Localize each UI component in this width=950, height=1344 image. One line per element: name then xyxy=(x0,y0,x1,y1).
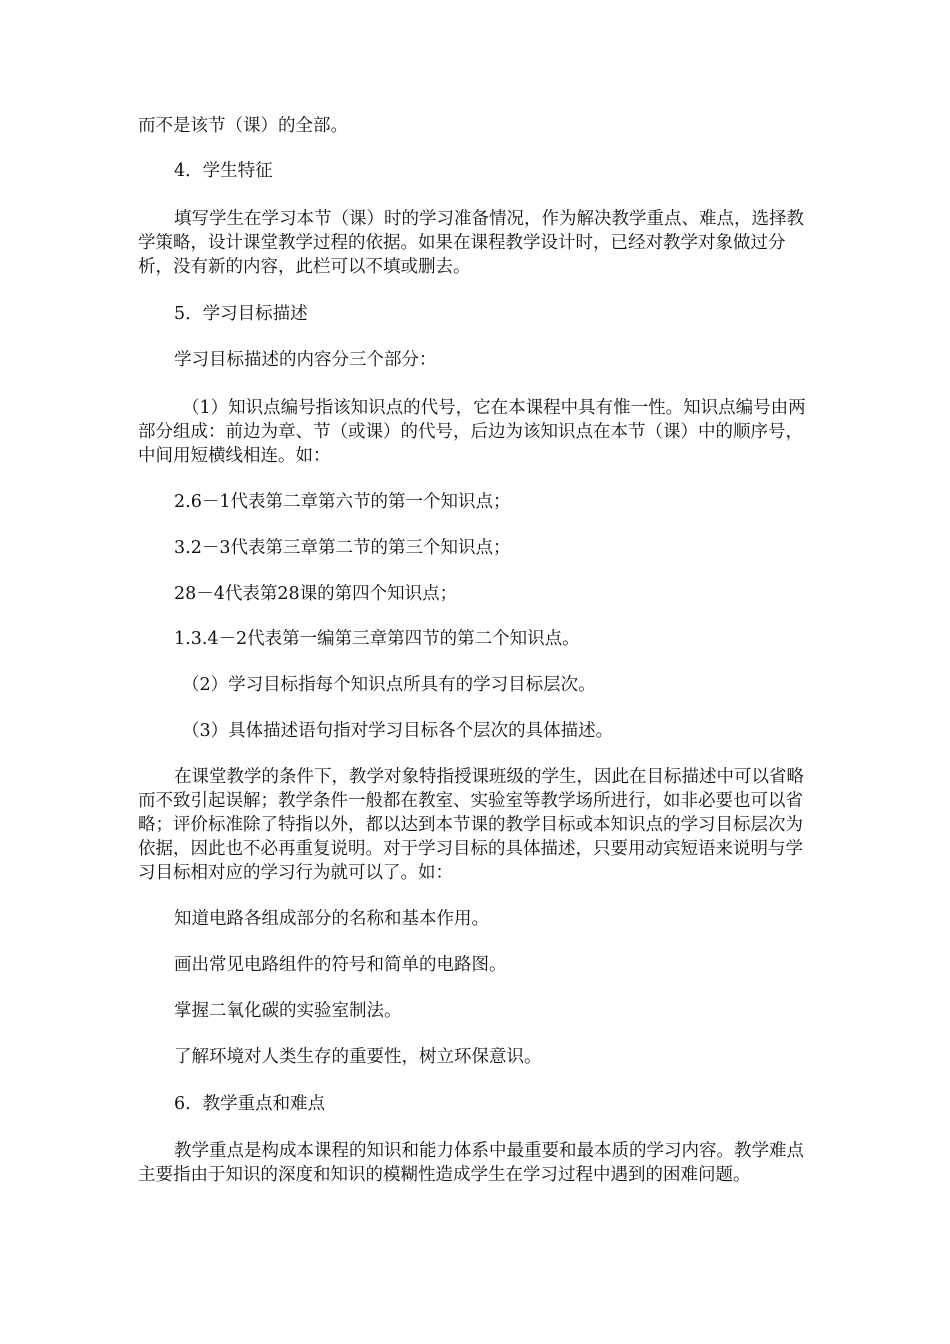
section-heading-5: 5．学习目标描述 xyxy=(174,304,308,324)
paragraph-classroom-conditions: 在课堂教学的条件下，教学对象特指授课班级的学生，因此在目标描述中可以省略而不致引起误解；教学条件一般都在教室、实验室等教学场所进行，如非必要也可以省略；评价标准除了特指以外，都以达到本节课的教学目标或本知识点的学习目标层次为依据，因此也不必再重复说明。对于学习目标的具体描述，只要用动宾短语来说明与学习目标相对应的学习行为就可以了。如： xyxy=(138,767,804,883)
example-objective-4: 了解环境对人类生存的重要性，树立环保意识。 xyxy=(174,1047,542,1067)
example-line-3: 28－4代表第28课的第四个知识点； xyxy=(174,584,458,604)
paragraph-key-points: 教学重点是构成本课程的知识和能力体系中最重要和最本质的学习内容。教学难点主要指由于知识的深度和知识的模糊性造成学生在学习过程中遇到的困难问题。 xyxy=(138,1141,804,1185)
example-line-4: 1.3.4－2代表第一编第三章第四节的第二个知识点。 xyxy=(174,629,580,649)
example-line-2: 3.2－3代表第三章第二节的第三个知识点； xyxy=(174,538,511,558)
paragraph-knowledge-point-numbering: （1）知识点编号指该知识点的代号，它在本课程中具有惟一性。知识点编号由两部分组成：前边为章、节（或课）的代号，后边为该知识点在本节（课）中的顺序号，中间用短横线相连。如： xyxy=(138,398,806,466)
paragraph-objectives-intro: 学习目标描述的内容分三个部分： xyxy=(174,350,437,370)
paragraph-continuation: 而不是该节（课）的全部。 xyxy=(138,116,348,136)
example-objective-3: 掌握二氧化碳的实验室制法。 xyxy=(174,1001,402,1021)
section-heading-6: 6．教学重点和难点 xyxy=(174,1094,326,1114)
paragraph-learning-objective: （2）学习目标指每个知识点所具有的学习目标层次。 xyxy=(182,675,596,695)
example-objective-2: 画出常见电路组件的符号和简单的电路图。 xyxy=(174,955,507,975)
section-heading-4: 4．学生特征 xyxy=(174,161,273,181)
example-objective-1: 知道电路各组成部分的名称和基本作用。 xyxy=(174,909,489,929)
paragraph-student-characteristics: 填写学生在学习本节（课）时的学习准备情况，作为解决教学重点、难点，选择教学策略，设计课堂教学过程的依据。如果在课程教学设计时，已经对教学对象做过分析，没有新的内容，此栏可以不填或删去。 xyxy=(138,209,804,277)
example-line-1: 2.6－1代表第二章第六节的第一个知识点； xyxy=(174,492,511,512)
paragraph-specific-description: （3）具体描述语句指对学习目标各个层次的具体描述。 xyxy=(182,721,614,741)
